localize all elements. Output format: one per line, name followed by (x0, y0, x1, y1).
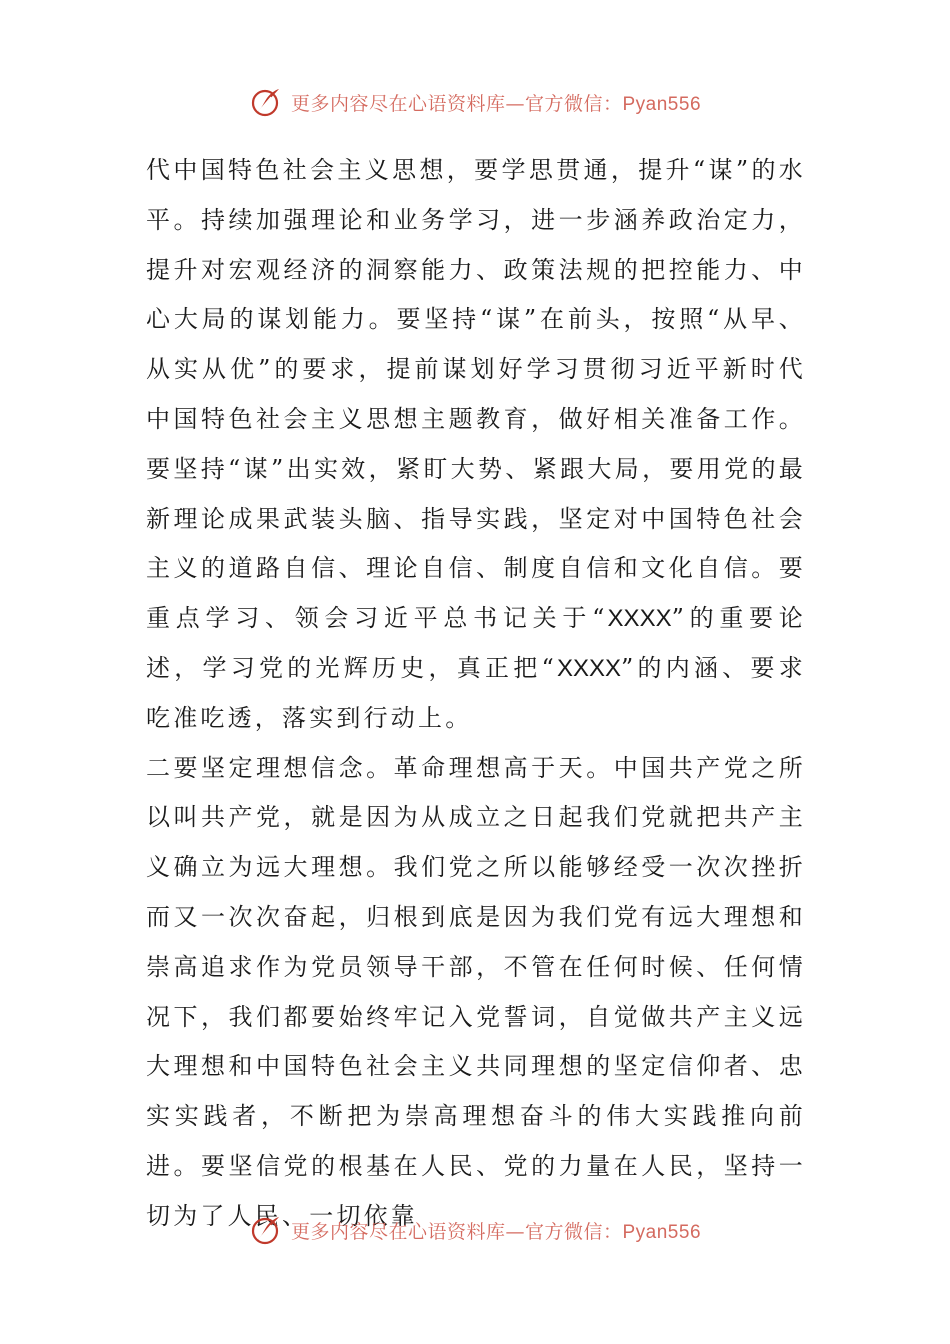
banner-text: 更多内容尽在心语资料库—官方微信： (290, 1220, 623, 1243)
banner-text: 更多内容尽在心语资料库—官方微信： (290, 92, 623, 115)
header-watermark-banner (0, 80, 950, 124)
paragraph-1: 代中国特色社会主义思想，要学思贯通，提升“谋”的水平。持续加强理论和业务学习，进一步涵养政治定力，提升对宏观经济的洞察能力、政策法规的把控能力、中心大局的谋划能力。要坚持“谋”在前头，按照“从早、从实从优”的要求，提前谋划好学习贯彻习近平新时代中国特色社会主义思想主题教育，做好相关准备工作。要坚持“谋”出实效，紧盯大势、紧跟大局，要用党的最新理论成果武装头脑、指导实践，坚定对中国特色社会主义的道路自信、理论自信、制度自信和文化自信。要重点学习、领会习近平总书记关于“XXXX”的重要论述，学习党的光辉历史，真正把“XXXX”的内涵、要求吃准吃透，落实到行动上。 (146, 156, 806, 732)
paragraph-2: 二要坚定理想信念。革命理想高于天。中国共产党之所以叫共产党，就是因为从成立之日起我们党就把共产主义确立为远大理想。我们党之所以能够经受一次次挫折而又一次次奋起，归根到底是因为我们党有远大理想和崇高追求作为党员领导干部，不管在任何时候、任何情况下，我们都要始终牢记入党誓词，自觉做共产主义远大理想和中国特色社会主义共同理想的坚定信仰者、忠实实践者，不断把为崇高理想奋斗的伟大实践推向前进。要坚信党的根基在人民、党的力量在人民，坚持一切为了人民、一切依靠 (146, 753, 806, 1230)
feather-pen-seal-icon (249, 84, 285, 120)
banner-wechat-id: Pyan556 (622, 93, 702, 115)
document-body (146, 146, 806, 1242)
banner-wechat-id: Pyan556 (622, 1221, 702, 1243)
footer-watermark-banner (0, 1208, 950, 1252)
feather-pen-seal-icon (249, 1212, 285, 1248)
